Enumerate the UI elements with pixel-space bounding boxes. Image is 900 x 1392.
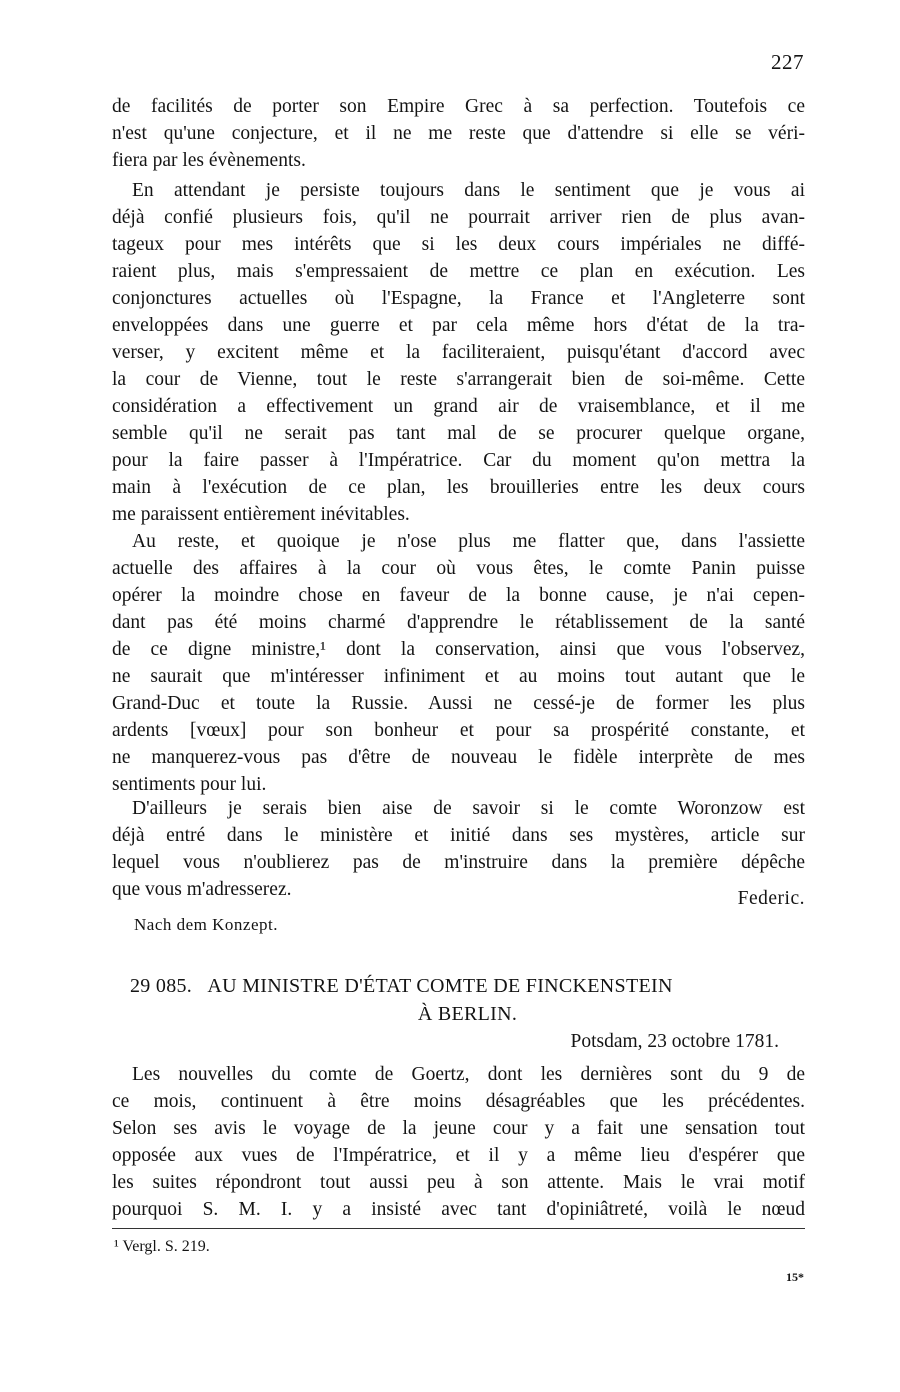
signature: Federic. (737, 888, 805, 909)
text-line: considération a effectivement un grand air de vraisemblance, et il me (112, 396, 805, 417)
text-line: les suites répondront tout aussi peu à son attente. Mais le vrai motif (112, 1172, 805, 1193)
place-date-block (112, 1028, 805, 1055)
text-line: ne manquerez-vous pas d'être de nouveau le fidèle interprète de mes (112, 747, 805, 768)
text-line: la cour de Vienne, tout le reste s'arrangerait bien de soi-même. Cette (112, 369, 805, 390)
text-line: opérer la moindre chose en faveur de la bonne cause, je n'ai cepen- (112, 585, 805, 606)
letter-heading-line-1: AU MINISTRE D'ÉTAT COMTE DE FINCKENSTEIN (207, 975, 673, 997)
text-line: de facilités de porter son Empire Grec à sa perfection. Toutefois ce (112, 96, 805, 117)
text-line: que vous m'adresserez. (112, 879, 292, 900)
paragraph-4 (112, 795, 805, 903)
text-line: ne saurait que m'intéresser infiniment et au moins tout autant que le (112, 666, 805, 687)
text-line: verser, y excitent même et la faciliteraient, puisqu'étant d'accord avec (112, 342, 805, 363)
paragraph-3 (112, 528, 805, 798)
paragraph-1 (112, 93, 805, 174)
text-line: semble qu'il ne serait pas tant mal de se procurer quelque organe, (112, 423, 805, 444)
text-line: D'ailleurs je serais bien aise de savoir si le comte Woronzow est (132, 798, 805, 819)
sheet-signature-mark: 15* (786, 1270, 804, 1284)
text-line: n'est qu'une conjecture, et il ne me reste que d'attendre si elle se véri- (112, 123, 805, 144)
text-line: ardents [vœux] pour son bonheur et pour sa prospérité constante, et (112, 720, 805, 741)
source-note: Nach dem Konzept. (134, 915, 278, 934)
text-line: enveloppées dans une guerre et par cela même hors d'état de la tra- (112, 315, 805, 336)
text-line: dant pas été moins charmé d'apprendre le rétablissement de la santé (112, 612, 805, 633)
text-line: sentiments pour lui. (112, 774, 267, 795)
text-line: déjà confié plusieurs fois, qu'il ne pourrait arriver rien de plus avan- (112, 207, 805, 228)
place-date: Potsdam, 23 octobre 1781. (570, 1031, 779, 1052)
text-line: En attendant je persiste toujours dans le sentiment que je vous ai (132, 180, 805, 201)
letter-number: 29 085. (130, 975, 193, 997)
text-line: main à l'exécution de ce plan, les brouilleries entre les deux cours (112, 477, 805, 498)
text-line: Grand-Duc et toute la Russie. Aussi ne cessé-je de former les plus (112, 693, 805, 714)
paragraph-5 (112, 1061, 805, 1223)
text-line: de ce digne ministre,¹ dont la conservation, ainsi que vous l'observez, (112, 639, 805, 660)
text-line: fiera par les évènements. (112, 150, 306, 171)
footnote: ¹ Vergl. S. 219. (114, 1238, 210, 1255)
text-line: Selon ses avis le voyage de la jeune cour y a fait une sensation tout (112, 1118, 805, 1139)
text-line: opposée aux vues de l'Impératrice, et il y a même lieu d'espérer que (112, 1145, 805, 1166)
text-line: actuelle des affaires à la cour où vous êtes, le comte Panin puisse (112, 558, 805, 579)
text-line: me paraissent entièrement inévitables. (112, 504, 410, 525)
text-line: Les nouvelles du comte de Goertz, dont les dernières sont du 9 de (132, 1064, 805, 1085)
text-line: ce mois, continuent à être moins désagréables que les précédentes. (112, 1091, 805, 1112)
footnote-rule (112, 1228, 805, 1229)
page-number: 227 (771, 50, 804, 74)
letter-heading (130, 972, 805, 1028)
text-line: Au reste, et quoique je n'ose plus me flatter que, dans l'assiette (132, 531, 805, 552)
text-line: tageux pour mes intérêts que si les deux cours impériales ne diffé- (112, 234, 805, 255)
letter-heading-line-2: À BERLIN. (417, 1003, 518, 1025)
text-line: déjà entré dans le ministère et initié dans ses mystères, article sur (112, 825, 805, 846)
paragraph-2 (112, 177, 805, 528)
text-line: conjonctures actuelles où l'Espagne, la France et l'Angleterre sont (112, 288, 805, 309)
text-line: pourquoi S. M. I. y a insisté avec tant d'opiniâtreté, voilà le nœud (112, 1199, 805, 1220)
text-line: pour la faire passer à l'Impératrice. Car du moment qu'on mettra la (112, 450, 805, 471)
text-line: raient plus, mais s'empressaient de mettre ce plan en exécution. Les (112, 261, 805, 282)
text-line: lequel vous n'oublierez pas de m'instruire dans la première dépêche (112, 852, 805, 873)
